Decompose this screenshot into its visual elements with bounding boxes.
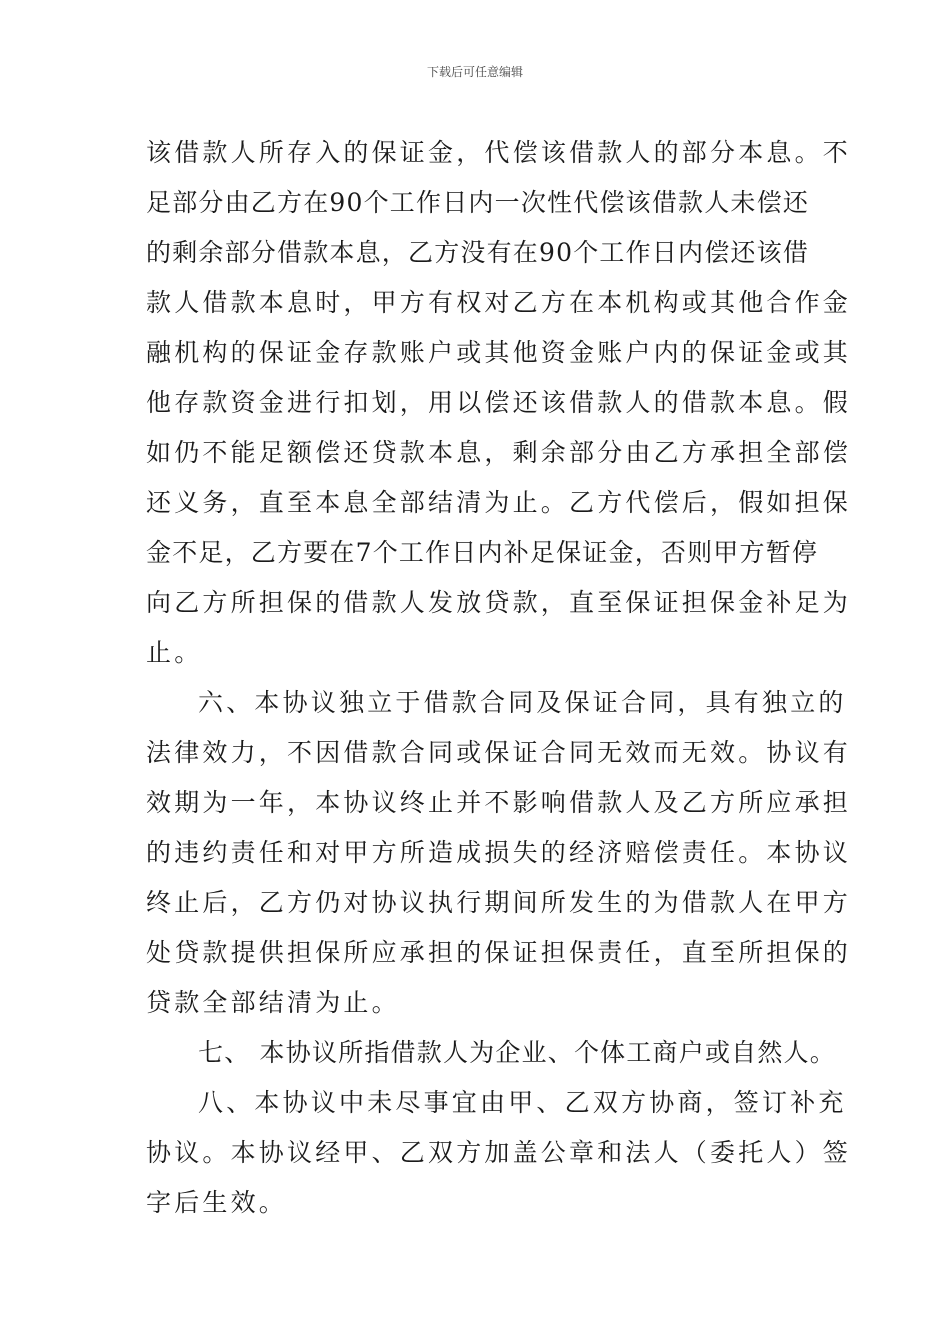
text-line: 终止后，乙方仍对协议执行期间所发生的为借款人在甲方: [146, 888, 852, 917]
text-line: 向乙方所担保的借款人发放贷款，直至保证担保金补足为: [146, 588, 852, 617]
document-body: [146, 128, 852, 1228]
section-seven-line: 七、 本协议所指借款人为企业、个体工商户或自然人。: [198, 1038, 836, 1067]
text-line: 还义务，直至本息全部结清为止。乙方代偿后，假如担保: [146, 488, 852, 517]
text-line: 该借款人所存入的保证金，代偿该借款人的部分本息。不: [146, 138, 852, 167]
text-line: 协议。本协议经甲、乙双方加盖公章和法人（委托人）签: [146, 1138, 852, 1167]
text-line: 处贷款提供担保所应承担的保证担保责任，直至所担保的: [146, 938, 852, 967]
text-line: 他存款资金进行扣划，用以偿还该借款人的借款本息。假: [146, 388, 852, 417]
section-six-first-line: 六、本协议独立于借款合同及保证合同，具有独立的: [198, 688, 847, 717]
text-line: 止。: [146, 638, 203, 667]
text-line: 足部分由乙方在90个工作日内一次性代偿该借款人未偿还: [146, 188, 810, 217]
text-line: 款人借款本息时，甲方有权对乙方在本机构或其他合作金: [146, 288, 852, 317]
page-header-caption: 下载后可任意编辑: [426, 65, 523, 79]
text-line: 融机构的保证金存款账户或其他资金账户内的保证金或其: [146, 338, 852, 367]
text-line: 贷款全部结清为止。: [146, 988, 400, 1017]
text-line: 的违约责任和对甲方所造成损失的经济赔偿责任。本协议: [146, 838, 852, 867]
text-line: 金不足，乙方要在7个工作日内补足保证金，否则甲方暂停: [146, 538, 819, 567]
text-line: 法律效力，不因借款合同或保证合同无效而无效。协议有: [146, 738, 852, 767]
section-eight-first-line: 八、本协议中未尽事宜由甲、乙双方协商，签订补充: [198, 1088, 847, 1117]
text-line: 字后生效。: [146, 1188, 288, 1217]
text-line: 如仍不能足额偿还贷款本息，剩余部分由乙方承担全部偿: [146, 438, 852, 467]
text-line: 效期为一年，本协议终止并不影响借款人及乙方所应承担: [146, 788, 852, 817]
text-line: 的剩余部分借款本息，乙方没有在90个工作日内偿还该借: [146, 238, 810, 267]
